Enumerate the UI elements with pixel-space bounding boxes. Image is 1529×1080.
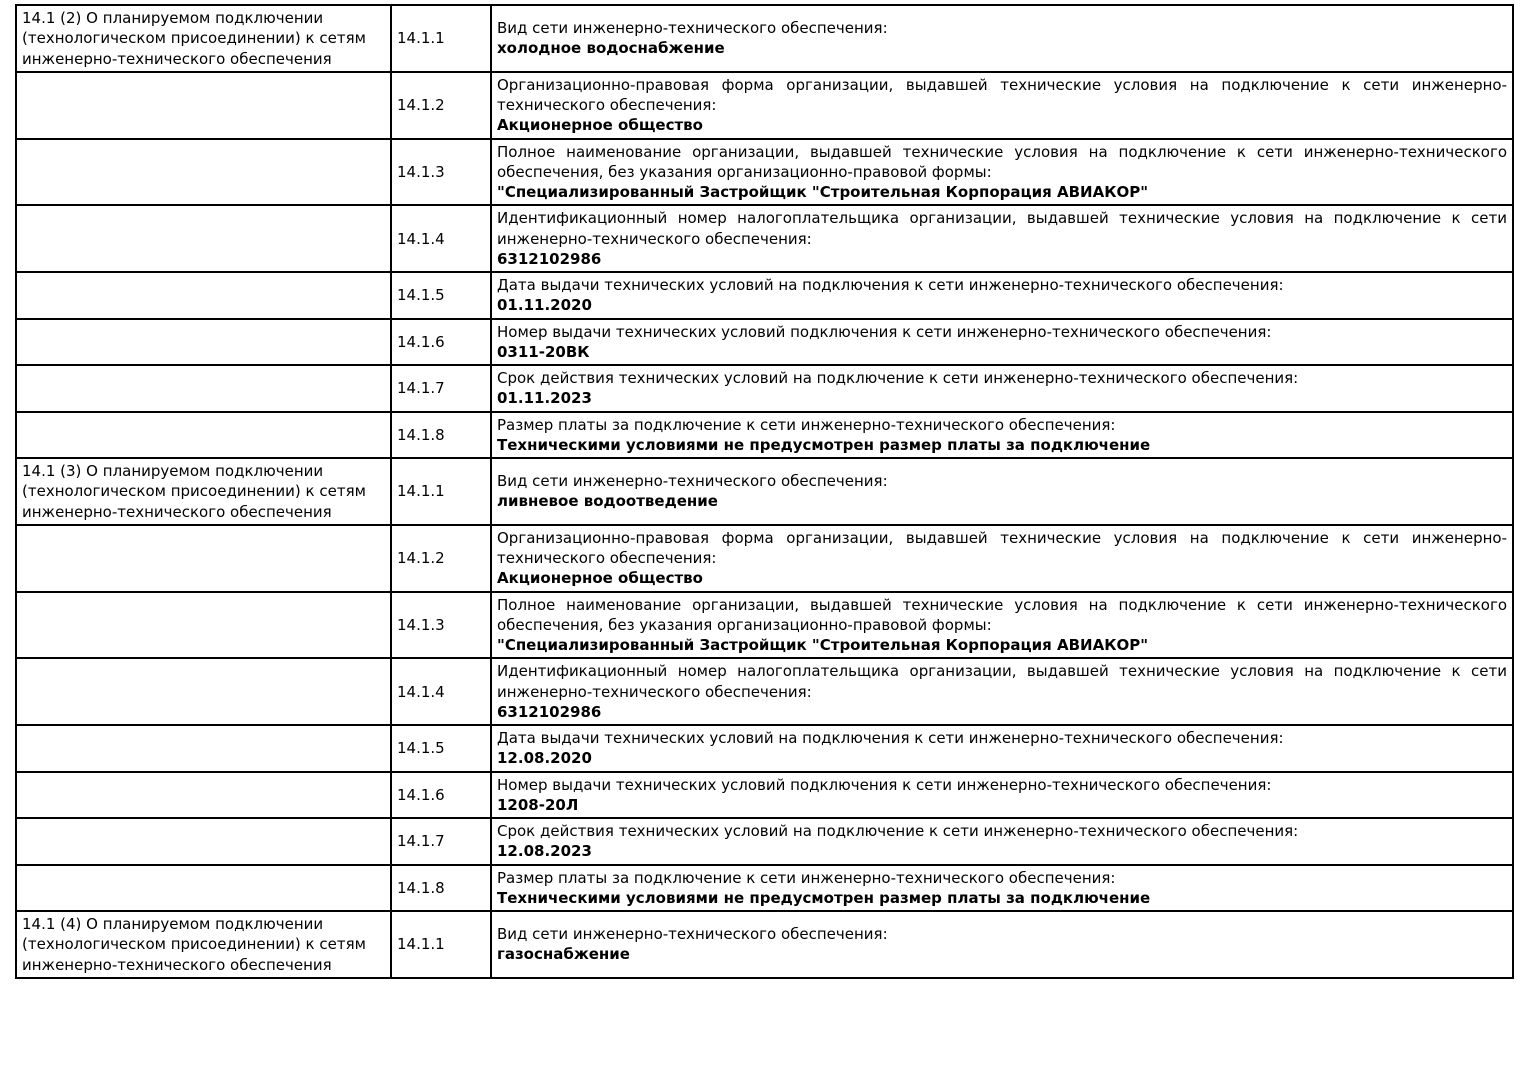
table-row [16, 72, 1513, 139]
field-value: 01.11.2020 [497, 296, 592, 315]
field-label: Идентификационный номер налогоплательщика организации, выдавшей технические условия на подключение к сети инженерно-технического обеспечения: [497, 209, 1507, 248]
section-title-cell: 14.1 (3) О планируемом подключении (технологическом присоединении) к сетям инженерно-технического обеспечения [16, 458, 391, 525]
field-value: "Специализированный Застройщик "Строительная Корпорация АВИАКОР" [497, 636, 1149, 654]
field-label: Срок действия технических условий на подключение к сети инженерно-технического обеспечения: [497, 369, 1299, 387]
row-number-cell: 14.1.8 [391, 412, 491, 459]
row-number-cell: 14.1.7 [391, 365, 491, 412]
row-number-cell: 14.1.4 [391, 205, 491, 272]
field-content-cell [491, 818, 1513, 865]
section-title-cell [16, 525, 391, 592]
table-row [16, 139, 1513, 206]
row-number-cell: 14.1.1 [391, 5, 491, 72]
field-content-cell [491, 725, 1513, 772]
field-content-cell [491, 592, 1513, 659]
section-title-cell [16, 592, 391, 659]
row-number-cell: 14.1.4 [391, 658, 491, 725]
section-title-cell [16, 205, 391, 272]
field-value: 0311-20ВК [497, 342, 590, 361]
field-value: газоснабжение [497, 945, 630, 964]
row-number-cell: 14.1.8 [391, 865, 491, 912]
section-title-cell [16, 72, 391, 139]
row-number-cell: 14.1.5 [391, 725, 491, 772]
row-number-cell: 14.1.6 [391, 772, 491, 819]
field-value: 01.11.2023 [497, 389, 592, 408]
field-label: Номер выдачи технических условий подключения к сети инженерно-технического обеспечения: [497, 775, 1272, 794]
row-number-cell: 14.1.5 [391, 272, 491, 319]
field-content-cell [491, 5, 1513, 72]
table-row [16, 319, 1513, 366]
section-title-cell [16, 272, 391, 319]
table-row [16, 658, 1513, 725]
row-number-cell: 14.1.3 [391, 139, 491, 206]
table-row [16, 525, 1513, 592]
field-content-cell [491, 772, 1513, 819]
section-title-cell: 14.1 (2) О планируемом подключении (технологическом присоединении) к сетям инженерно-технического обеспечения [16, 5, 391, 72]
field-value: 12.08.2023 [497, 842, 592, 861]
table-row [16, 412, 1513, 459]
section-title-cell [16, 319, 391, 366]
table-row [16, 5, 1513, 72]
table-row [16, 592, 1513, 659]
field-value: ливневое водоотведение [497, 492, 718, 511]
field-value: "Специализированный Застройщик "Строительная Корпорация АВИАКОР" [497, 183, 1149, 201]
field-content-cell [491, 525, 1513, 592]
row-number-cell: 14.1.2 [391, 72, 491, 139]
field-label: Идентификационный номер налогоплательщика организации, выдавшей технические условия на подключение к сети инженерно-технического обеспечения: [497, 662, 1507, 701]
section-title-cell [16, 412, 391, 459]
field-label: Размер платы за подключение к сети инженерно-технического обеспечения: [497, 868, 1116, 887]
table-row [16, 725, 1513, 772]
table-row [16, 911, 1513, 978]
field-value: Техническими условиями не предусмотрен размер платы за подключение [497, 435, 1151, 454]
field-label: Дата выдачи технических условий на подключения к сети инженерно-технического обеспечения: [497, 729, 1284, 747]
table-body [16, 5, 1513, 978]
table-row [16, 272, 1513, 319]
field-content-cell [491, 139, 1513, 206]
field-value: 1208-20Л [497, 795, 579, 814]
table-row [16, 458, 1513, 525]
field-label: Номер выдачи технических условий подключения к сети инженерно-технического обеспечения: [497, 322, 1272, 341]
row-number-cell: 14.1.1 [391, 911, 491, 978]
field-value: 6312102986 [497, 249, 602, 268]
row-number-cell: 14.1.3 [391, 592, 491, 659]
field-label: Полное наименование организации, выдавшей технические условия на подключение к сети инженерно-технического обеспечения, без указания организационно-правовой формы: [497, 595, 1507, 634]
table-row [16, 205, 1513, 272]
field-label: Срок действия технических условий на подключение к сети инженерно-технического обеспечения: [497, 822, 1299, 840]
field-label: Организационно-правовая форма организации, выдавшей технические условия на подключение к сети инженерно-технического обеспечения: [497, 75, 1507, 114]
section-title-cell [16, 139, 391, 206]
table-row [16, 772, 1513, 819]
row-number-cell: 14.1.1 [391, 458, 491, 525]
table-row [16, 365, 1513, 412]
field-content-cell [491, 319, 1513, 366]
field-label: Организационно-правовая форма организации, выдавшей технические условия на подключение к сети инженерно-технического обеспечения: [497, 528, 1507, 567]
field-content-cell [491, 365, 1513, 412]
field-label: Вид сети инженерно-технического обеспечения: [497, 19, 888, 38]
table-row [16, 818, 1513, 865]
row-number-cell: 14.1.2 [391, 525, 491, 592]
field-label: Полное наименование организации, выдавшей технические условия на подключение к сети инженерно-технического обеспечения, без указания организационно-правовой формы: [497, 142, 1507, 181]
utilities-connection-table [15, 4, 1514, 979]
field-label: Дата выдачи технических условий на подключения к сети инженерно-технического обеспечения: [497, 276, 1284, 294]
field-value: Акционерное общество [497, 569, 703, 588]
field-label: Размер платы за подключение к сети инженерно-технического обеспечения: [497, 415, 1116, 434]
section-title-cell [16, 365, 391, 412]
row-number-cell: 14.1.6 [391, 319, 491, 366]
field-content-cell [491, 205, 1513, 272]
section-title-cell [16, 725, 391, 772]
row-number-cell: 14.1.7 [391, 818, 491, 865]
section-title-cell [16, 865, 391, 912]
table-row [16, 865, 1513, 912]
field-value: Акционерное общество [497, 116, 703, 135]
field-value: холодное водоснабжение [497, 39, 725, 58]
field-content-cell [491, 865, 1513, 912]
section-title-cell [16, 818, 391, 865]
field-content-cell [491, 911, 1513, 978]
field-content-cell [491, 272, 1513, 319]
section-title-cell [16, 772, 391, 819]
field-value: 12.08.2020 [497, 749, 592, 768]
section-title-cell: 14.1 (4) О планируемом подключении (технологическом присоединении) к сетям инженерно-технического обеспечения [16, 911, 391, 978]
field-content-cell [491, 72, 1513, 139]
field-label: Вид сети инженерно-технического обеспечения: [497, 472, 888, 491]
section-title-cell [16, 658, 391, 725]
field-content-cell [491, 658, 1513, 725]
field-label: Вид сети инженерно-технического обеспечения: [497, 925, 888, 944]
field-value: 6312102986 [497, 702, 602, 721]
field-content-cell [491, 458, 1513, 525]
field-value: Техническими условиями не предусмотрен размер платы за подключение [497, 888, 1151, 907]
field-content-cell [491, 412, 1513, 459]
